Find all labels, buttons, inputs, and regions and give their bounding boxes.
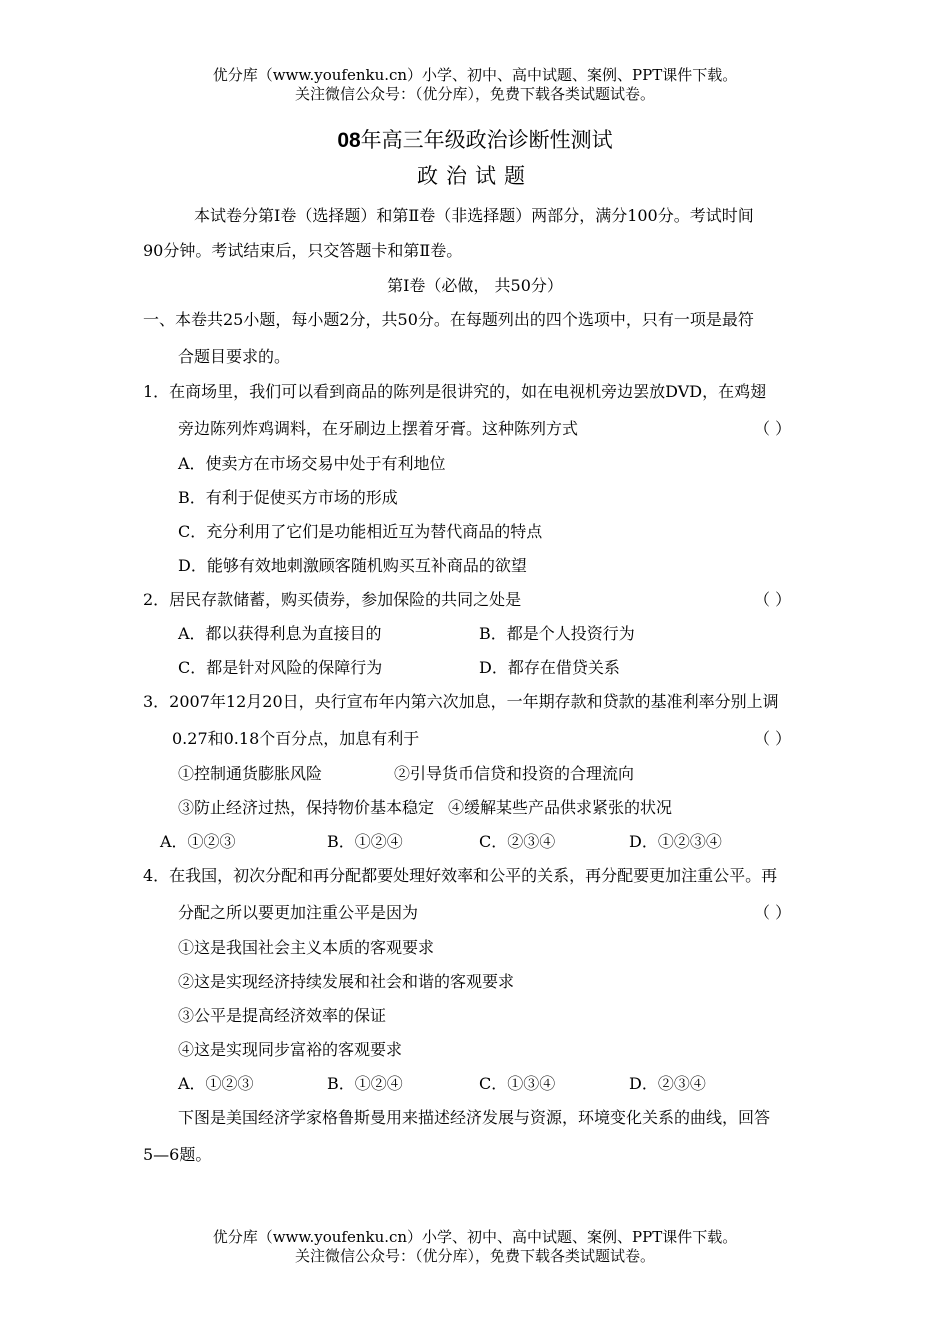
q4-item-1: ①这是我国社会主义本质的客观要求 [178, 938, 435, 957]
header-line-1: 优分库（www.youfenku.cn）小学、初中、高中试题、案例、PPT课件下载。 [212, 66, 738, 84]
q3-option-a: A．①②③ [160, 832, 236, 851]
page-footer [0, 1228, 950, 1266]
q4-option-a: A．①②③ [178, 1074, 254, 1093]
q4-option-d: D．②③④ [629, 1074, 706, 1093]
q3-line-1: 3．2007年12月20日，央行宣布年内第六次加息，一年期存款和贷款的基准利率分别上调 [143, 692, 779, 711]
q4-answer-blank: （ ） [754, 903, 792, 922]
page-header [0, 66, 950, 104]
footer-line-2: 关注微信公众号：（优分库），免费下载各类试题试卷。 [294, 1247, 655, 1265]
closing-line-2: 5—6题。 [143, 1145, 212, 1164]
closing-line-1: 下图是美国经济学家格鲁斯曼用来描述经济发展与资源，环境变化关系的曲线，回答 [178, 1108, 771, 1127]
title-text: 年高三年级政治诊断性测试 [360, 128, 613, 152]
q3-item-2: ②引导货币信贷和投资的合理流向 [394, 764, 635, 783]
intro-line-1: 本试卷分第Ⅰ卷（选择题）和第Ⅱ卷（非选择题）两部分，满分100分。考试时间 [194, 206, 754, 225]
q3-option-d: D．①②③④ [629, 832, 722, 851]
q1-option-b: B．有利于促使买方市场的形成 [178, 488, 398, 507]
q1-option-a: A．使卖方在市场交易中处于有利地位 [178, 454, 446, 473]
exam-subtitle: 政治试题 [417, 164, 533, 188]
q3-option-c: C．②③④ [479, 832, 556, 851]
intro-line-2: 90分钟。考试结束后，只交答题卡和第Ⅱ卷。 [143, 241, 463, 260]
q2-option-b: B．都是个人投资行为 [479, 624, 635, 643]
q1-option-d: D．能够有效地刺激顾客随机购买互补商品的欲望 [178, 556, 527, 575]
q1-answer-blank: （ ） [754, 419, 792, 438]
q3-item-1: ①控制通货膨胀风险 [178, 764, 323, 783]
q3-answer-blank: （ ） [754, 729, 792, 748]
exam-title [0, 124, 950, 154]
q4-option-c: C．①③④ [479, 1074, 556, 1093]
header-line-2: 关注微信公众号：（优分库），免费下载各类试题试卷。 [294, 85, 655, 103]
q2-option-c: C．都是针对风险的保障行为 [178, 658, 383, 677]
title-number: 08 [337, 129, 361, 152]
q3-line-2: 0.27和0.18个百分点，加息有利于 [172, 729, 420, 748]
q2-line-1: 2．居民存款储蓄，购买债券，参加保险的共同之处是 [143, 590, 522, 609]
q4-line-2: 分配之所以要更加注重公平是因为 [178, 903, 419, 922]
q4-option-b: B．①②④ [327, 1074, 403, 1093]
footer-line-1: 优分库（www.youfenku.cn）小学、初中、高中试题、案例、PPT课件下载。 [212, 1228, 738, 1246]
q1-option-c: C．充分利用了它们是功能相近互为替代商品的特点 [178, 522, 543, 541]
q3-item-3: ③防止经济过热，保持物价基本稳定 [178, 798, 435, 817]
instruction-line-2: 合题目要求的。 [178, 347, 291, 366]
q2-option-d: D．都存在借贷关系 [479, 658, 620, 677]
q1-line-1: 1．在商场里，我们可以看到商品的陈列是很讲究的，如在电视机旁边罢放DVD，在鸡翅 [143, 382, 767, 401]
q3-option-b: B．①②④ [327, 832, 403, 851]
q1-line-2: 旁边陈列炸鸡调料，在牙刷边上摆着牙膏。这种陈列方式 [178, 419, 579, 438]
q3-item-4: ④缓解某些产品供求紧张的状况 [448, 798, 673, 817]
q2-option-a: A．都以获得利息为直接目的 [178, 624, 382, 643]
q4-line-1: 4．在我国，初次分配和再分配都要处理好效率和公平的关系，再分配要更加注重公平。再 [143, 866, 778, 885]
section-heading: 第Ⅰ卷（必做， 共50分） [387, 276, 563, 295]
q4-item-4: ④这是实现同步富裕的客观要求 [178, 1040, 403, 1059]
q4-item-3: ③公平是提高经济效率的保证 [178, 1006, 387, 1025]
q2-answer-blank: （ ） [754, 590, 792, 609]
instruction-line-1: 一、本卷共25小题，每小题2分，共50分。在每题列出的四个选项中，只有一项是最符 [143, 310, 754, 329]
q4-item-2: ②这是实现经济持续发展和社会和谐的客观要求 [178, 972, 515, 991]
